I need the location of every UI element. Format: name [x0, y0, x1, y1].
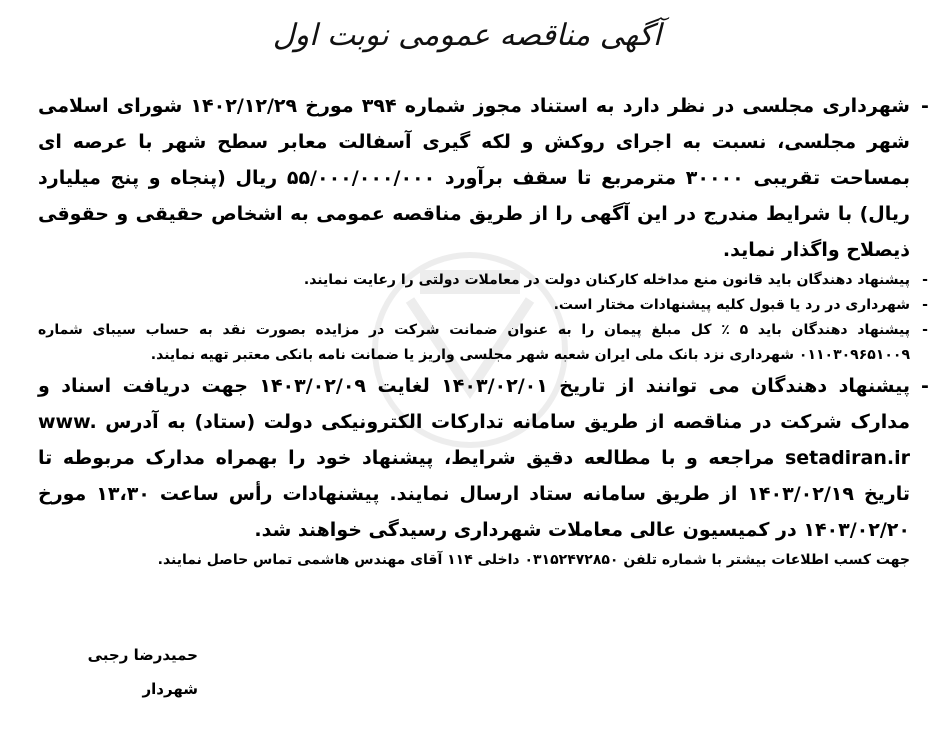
paragraph-text: شهرداری در رد یا قبول کلیه پیشنهادات مختار است.	[553, 297, 910, 313]
bullet-marker: -	[921, 375, 929, 397]
paragraph-tender-description	[38, 88, 929, 268]
signatory-role: شهردار	[142, 680, 198, 698]
bullet-marker: -	[922, 322, 928, 338]
paragraph-text: پیشنهاد دهندگان باید قانون منع مداخله کارکنان دولت در معاملات دولتی را رعایت نمایند.	[303, 272, 910, 288]
paragraph-text	[38, 368, 910, 548]
signature-block	[48, 638, 198, 706]
schedule-text-before-url: پیشنهاد دهندگان می توانند از تاریخ ۱۴۰۳/۰۲/۰۱ لغایت ۱۴۰۳/۰۲/۰۹ جهت دریافت اسناد و مدارک شرکت در مناقصه از طریق سامانه تدارکات الکترونیکی دولت (ستاد) به آدرس	[38, 375, 911, 433]
setad-website-link[interactable]: www. setadiran.ir	[38, 411, 910, 469]
notice-body	[38, 88, 929, 573]
paragraph-text: پیشنهاد دهندگان باید ۵ ٪ کل مبلغ پیمان را به عنوان ضمانت شرکت در مزایده بصورت نقد به حساب سیبای شماره ۰۱۱۰۳۰۹۶۵۱۰۰۹ شهرداری نزد بانک ملی ایران شعبه شهر مجلسی واریز یا ضمانت نامه بانکی معتبر تهیه نمایند.	[38, 322, 910, 363]
signatory-name: حمیدرضا رجبی	[87, 646, 198, 664]
paragraph-submission-schedule	[38, 368, 929, 548]
notice-title: آگهی مناقصه عمومی نوبت اول	[272, 18, 662, 53]
paragraph-municipality-discretion	[38, 293, 928, 318]
bullet-marker: -	[921, 95, 929, 117]
bullet-marker: -	[922, 297, 928, 313]
paragraph-conflict-law	[38, 268, 928, 293]
paragraph-contact-info	[38, 548, 910, 573]
bullet-marker: -	[922, 272, 928, 288]
paragraph-text: جهت کسب اطلاعات بیشتر با شماره تلفن ۰۳۱۵۲۴۷۲۸۵۰ داخلی ۱۱۴ آقای مهندس هاشمی تماس حاصل نمایند.	[157, 552, 910, 568]
paragraph-text: شهرداری مجلسی در نظر دارد به استناد مجوز شماره ۳۹۴ مورخ ۱۴۰۲/۱۲/۲۹ شورای اسلامی شهر مجلسی، نسبت به اجرای روکش و لکه گیری آسفالت معابر سطح شهر با عرصه ای بمساحت تقریبی ۳۰۰۰۰ مترمربع تا سقف برآورد ۵۵/۰۰۰/۰۰۰/۰۰۰ ریال (پنجاه و پنج میلیارد ریال) با شرایط مندرج در این آگهی را از طریق مناقصه عمومی به اشخاص حقیقی و حقوقی ذیصلاح واگذار نماید.	[38, 95, 910, 261]
paragraph-guarantee	[38, 318, 928, 368]
schedule-text-after-url: مراجعه و با مطالعه دقیق شرایط، پیشنهاد خود را بهمراه مدارک مربوطه تا تاریخ ۱۴۰۳/۰۲/۱۹ از طریق سامانه ستاد ارسال نمایند. پیشنهادات رأس ساعت ۱۳،۳۰ مورخ ۱۴۰۳/۰۲/۲۰ در کمیسیون عالی معاملات شهرداری رسیدگی خواهند شد.	[38, 447, 911, 541]
